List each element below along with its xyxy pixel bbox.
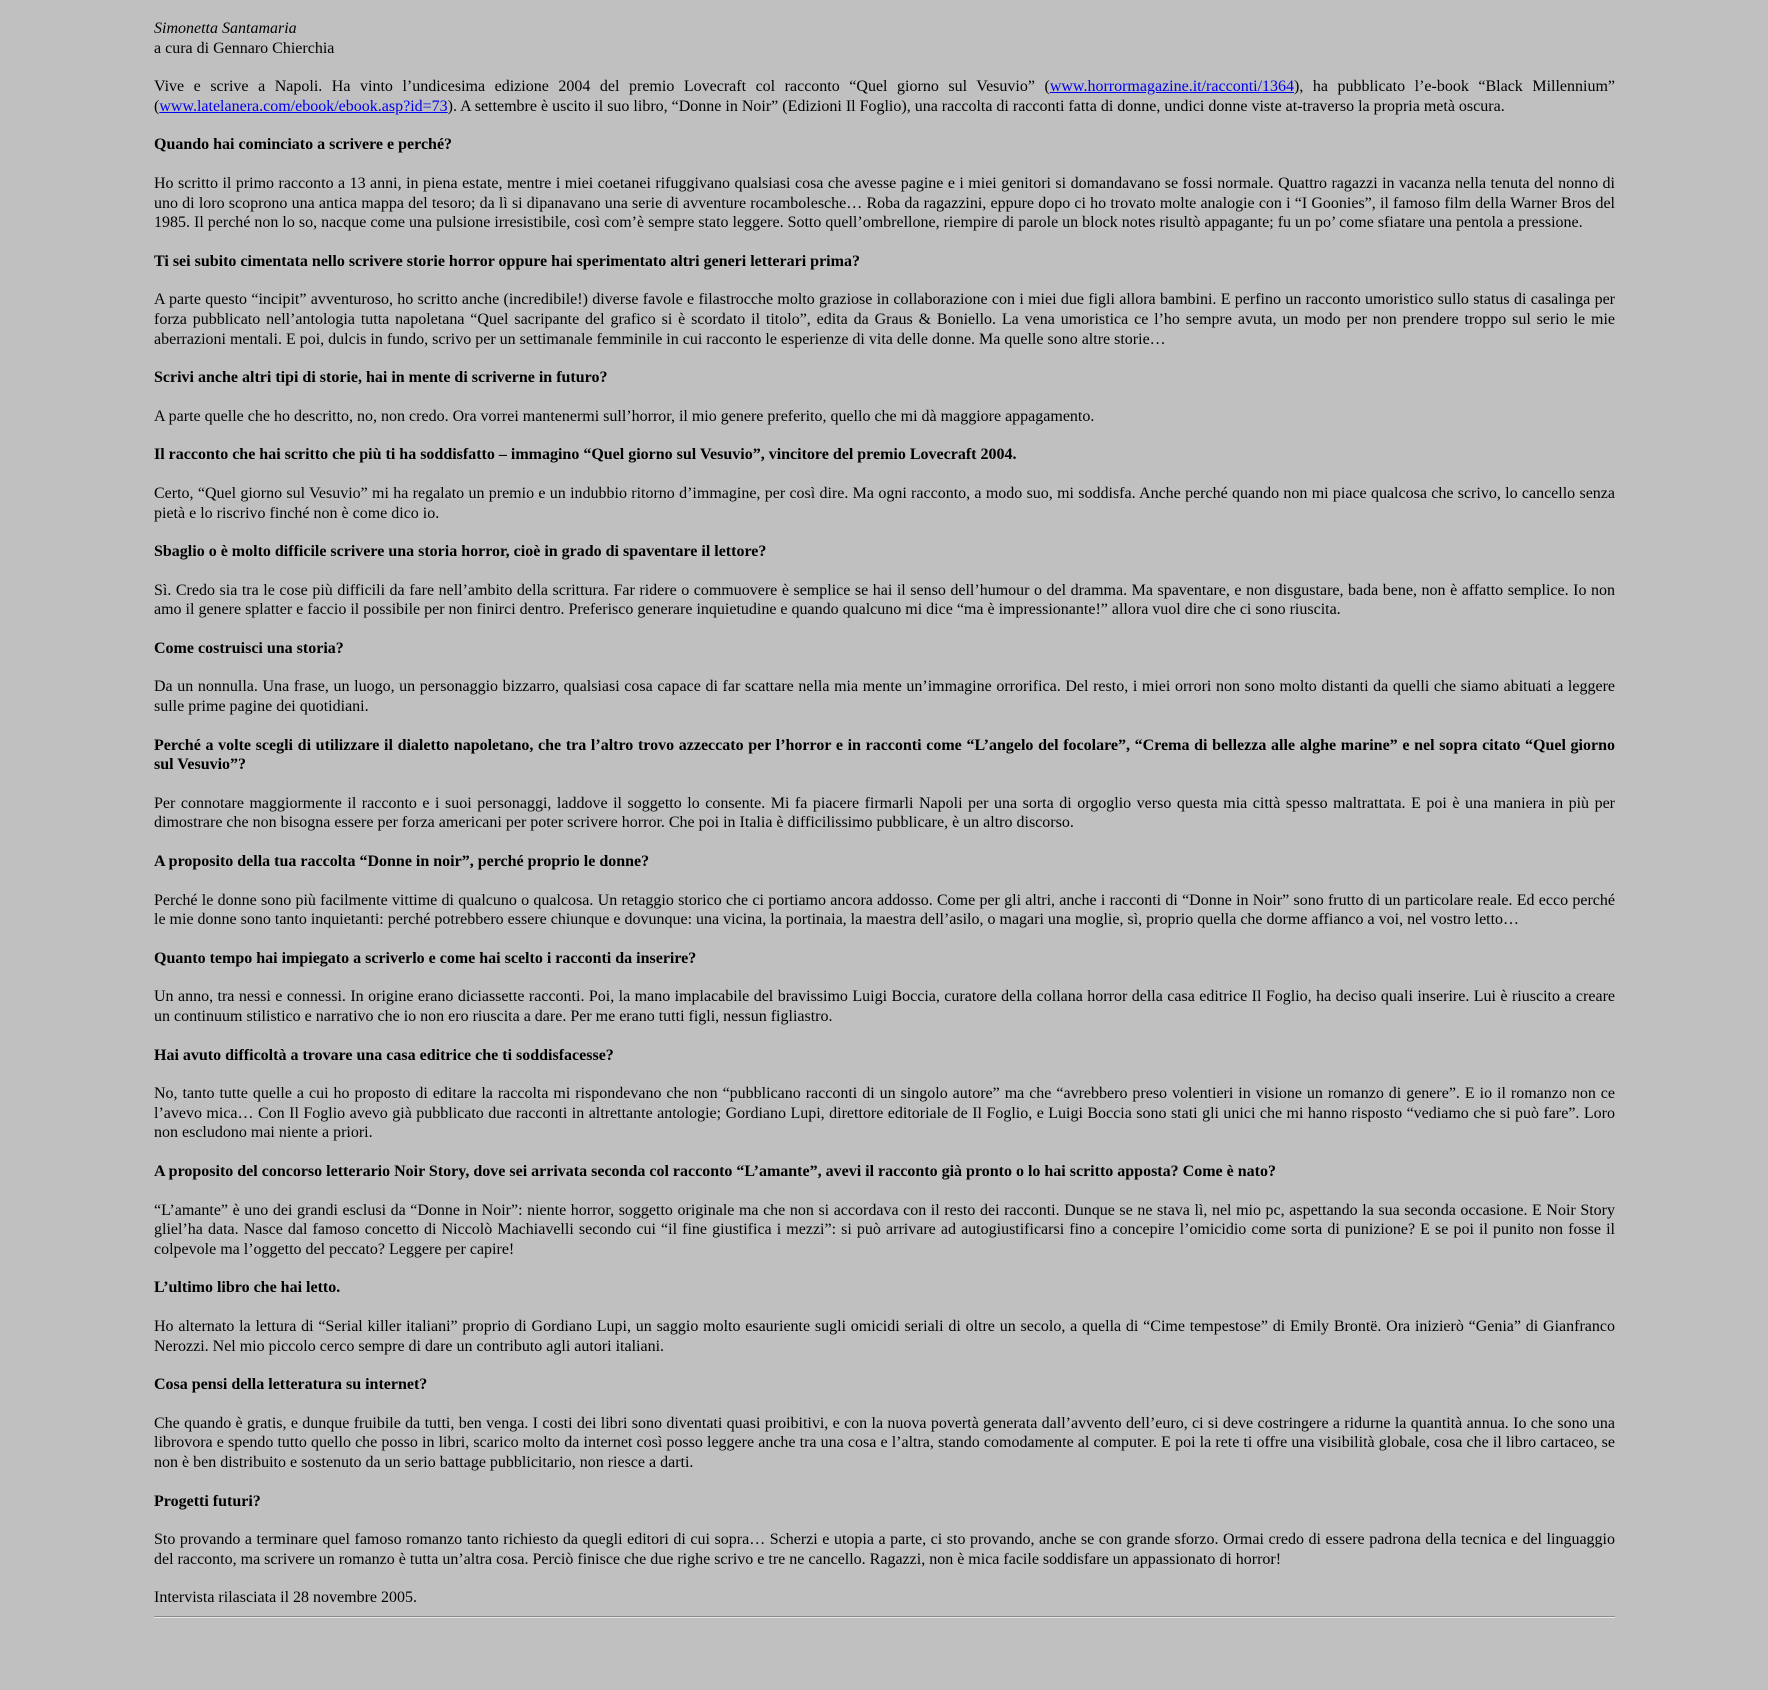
answer-9: Un anno, tra nessi e connessi. In origine erano diciassette racconti. Poi, la mano implacabile del bravissimo Luigi Boccia, curatore della collana horror della casa editrice Il Foglio, ha deciso quali inserire. Lui è riuscito a creare un continuum stilistico e narrativo che io non ero riuscita a dare. Per me erano tutti figli, nessun figliastro. — [154, 988, 1615, 1025]
intro-paragraph — [154, 77, 1615, 116]
answer-12: Ho alternato la lettura di “Serial killer italiani” proprio di Gordiano Lupi, un saggio molto esauriente sugli omicidi seriali di oltre un secolo, a quella di “Cime tempestose” di Emily Brontë. Ora inizierò “Genia” di Gianfranco Nerozzi. Nel mio piccolo cerco sempre di dare un contributo agli autori italiani. — [154, 1317, 1615, 1355]
question-14: Progetti futuri? — [154, 1492, 261, 1510]
interview-date: Intervista rilasciata il 28 novembre 2005. — [154, 1589, 418, 1607]
answer-14: Sto provando a terminare quel famoso romanzo tanto richiesto da quegli editori di cui sopra… Scherzi e utopia a parte, ci sto provando, anche se con grande sforzo. Ormai credo di essere padrona della tecnica e del linguaggio del racconto, ma scrivere un romanzo è tutta un’altra cosa. Perciò finisce che due righe scrivo e tre ne cancello. Ragazzi, non è mica facile soddisfare un appassionato di horror! — [154, 1531, 1615, 1568]
intro-text-2: ), ha pubblicato l’e-book “Black Millennium” ( — [154, 78, 1615, 115]
article — [154, 19, 1615, 1618]
question-2: Ti sei subito cimentata nello scrivere storie horror oppure hai sperimentato altri generi letterari prima? — [154, 252, 860, 270]
intro-text-3: ). A settembre è uscito il suo libro, “Donne in Noir” (Edizioni Il Foglio), una raccolta di racconti fatta di donne, undici donne viste at-traverso la propria metà oscura. — [447, 97, 1505, 115]
answer-1: Ho scritto il primo racconto a 13 anni, in piena estate, mentre i miei coetanei rifuggivano qualsiasi cosa che avesse pagine e i miei genitori si domandavano se fossi normale. Quattro ragazzi in vacanza nella tenuta del nonno di uno di loro scoprono una antica mappa del tesoro; da lì si dipanavano una serie di avventure rocambolesche… Roba da ragazzini, eppure dopo ci ho trovato molte analogie con i “I Goonies”, il famoso film della Warner Bros del 1985. Il perché non lo so, nacque come una pulsione irresistibile, così com’è sempre stato leggere. Sotto quell’ombrellone, riempire di parole un block notes risultò appagante; fu un po’ come sfiatare una pentola a pressione. — [154, 174, 1615, 232]
question-8: A proposito della tua raccolta “Donne in noir”, perché proprio le donne? — [154, 853, 650, 871]
intro-text-1: Vive e scrive a Napoli. Ha vinto l’undicesima edizione 2004 del premio Lovecraft col racconto “Quel giorno sul Vesuvio” ( — [154, 78, 1050, 96]
question-12: L’ultimo libro che hai letto. — [154, 1279, 341, 1297]
question-10: Hai avuto difficoltà a trovare una casa editrice che ti soddisfacesse? — [154, 1046, 614, 1064]
question-6: Come costruisci una storia? — [154, 639, 344, 657]
question-1: Quando hai cominciato a scrivere e perché? — [154, 136, 453, 154]
curator-line: a cura di Gennaro Chierchia — [154, 39, 335, 57]
answer-11: “L’amante” è uno dei grandi esclusi da “Donne in Noir”: niente horror, soggetto originale ma che non si accordava con il resto dei racconti. Dunque se ne stava lì, nel mio pc, aspettando la sua seconda occasione. E Noir Story glielʼha data. Nasce dal famoso concetto di Niccolò Machiavelli secondo cui “il fine giustifica i mezzi”: si può arrivare ad autogiustificarsi fino a concepire l’omicidio come sorta di punizione? E se poi il punito non fosse il colpevole ma l’oggetto del peccato? Leggere per capire! — [154, 1201, 1615, 1258]
question-3: Scrivi anche altri tipi di storie, hai in mente di scriverne in futuro? — [154, 369, 608, 387]
horizontal-rule — [154, 1616, 1615, 1618]
answer-8: Perché le donne sono più facilmente vittime di qualcuno o qualcosa. Un retaggio storico che ci portiamo ancora addosso. Come per gli altri, anche i racconti di “Donne in Noir” sono frutto di un particolare reale. Ed ecco perché le mie donne sono tanto inquietanti: perché potrebbero essere chiunque e dovunque: una vicina, la portinaia, la maestra dell’asilo, o magari una moglie, sì, proprio quella che dorme affianco a voi, nel vostro letto… — [154, 891, 1615, 929]
answer-7: Per connotare maggiormente il racconto e i suoi personaggi, laddove il soggetto lo consente. Mi fa piacere firmarli Napoli per una sorta di orgoglio verso questa mia città spesso maltrattata. E poi è una maniera in più per dimostrare che non bisogna essere per forza americani per poter scrivere horror. Che poi in Italia è difficilissimo pubblicare, è un altro discorso. — [154, 794, 1615, 832]
horrormagazine-link[interactable]: www.horrormagazine.it/racconti/1364 — [1049, 78, 1295, 96]
question-7: Perché a volte scegli di utilizzare il dialetto napoletano, che tra l’altro trovo azzeccato per l’horror e in racconti come “L’angelo del focolare”, “Crema di bellezza alle alghe marine” e nel sopra citato “Quel giorno sul Vesuvio”? — [154, 736, 1615, 774]
question-13: Cosa pensi della letteratura su internet? — [154, 1376, 428, 1394]
author-name: Simonetta Santamaria — [154, 20, 297, 37]
answer-5: Sì. Credo sia tra le cose più difficili da fare nell’ambito della scrittura. Far ridere o commuovere è semplice se hai il senso dell’humour o del dramma. Ma spaventare, e non disgustare, bada bene, non è affatto semplice. Io non amo il genere splatter e faccio il possibile per non finirci dentro. Preferisco generare inquietudine e quando qualcuno mi dice “ma è impressionante!” allora vuol dire che ci sono riuscita. — [154, 581, 1615, 619]
question-9: Quanto tempo hai impiegato a scriverlo e come hai scelto i racconti da inserire? — [154, 949, 697, 967]
answer-10: No, tanto tutte quelle a cui ho proposto di editare la raccolta mi rispondevano che non “pubblicano racconti di un singolo autore” ma che “avrebbero preso volentieri in visione un romanzo di genere”. E io il romanzo non ce l’avevo mica… Con Il Foglio avevo già pubblicato due racconti in altrettante antologie; Gordiano Lupi, direttore editoriale de Il Foglio, e Luigi Boccia sono stati gli unici che mi hanno risposto “vediamo che si può fare”. Loro non escludono mai niente a priori. — [154, 1085, 1615, 1142]
question-5: Sbaglio o è molto difficile scrivere una storia horror, cioè in grado di spaventare il lettore? — [154, 543, 767, 561]
answer-2: A parte questo “incipit” avventuroso, ho scritto anche (incredibile!) diverse favole e filastrocche molto graziose in collaborazione con i miei due figli allora bambini. E perfino un racconto umoristico sullo status di casalinga per forza pubblicato nell’antologia tutta napoletana “Quel sacripante del grafico si è scordato il titolo”, edita da Graus & Boniello. La vena umoristica ce l’ho sempre avuta, un modo per non prendere troppo sul serio le mie aberrazioni mentali. E poi, dulcis in fundo, scrivo per un settimanale femminile in cui racconto le esperienze di vita delle donne. Ma quelle sono altre storie… — [154, 291, 1615, 348]
question-4: Il racconto che hai scritto che più ti ha soddisfatto – immagino “Quel giorno sul Vesuvio”, vincitore del premio Lovecraft 2004. — [154, 446, 1017, 464]
answer-6: Da un nonnulla. Una frase, un luogo, un personaggio bizzarro, qualsiasi cosa capace di far scattare nella mia mente un’immagine orrorifica. Del resto, i miei orrori non sono molto distanti da quelli che siamo abituati a leggere sulle prime pagine dei quotidiani. — [154, 678, 1615, 716]
answer-13: Che quando è gratis, e dunque fruibile da tutti, ben venga. I costi dei libri sono diventati quasi proibitivi, e con la nuova povertà generata dall’avvento dell’euro, ci si deve costringere a ridurne la quantità annua. Io che sono una librovora e spendo tutto quello che posso in libri, scarico molto da internet così posso leggere anche tra una cosa e l’altra, stando comodamente al computer. E poi la rete ti offre una visibilità globale, cosa che il libro cartaceo, se non è ben distribuito e sostenuto da un serio battage pubblicitario, non riesce a darti. — [154, 1414, 1615, 1471]
question-11: A proposito del concorso letterario Noir Story, dove sei arrivata seconda col racconto “L’amante”, avevi il racconto già pronto o lo hai scritto apposta? Come è nato? — [154, 1162, 1276, 1180]
answer-4: Certo, “Quel giorno sul Vesuvio” mi ha regalato un premio e un indubbio ritorno d’immagine, per così dire. Ma ogni racconto, a modo suo, mi soddisfa. Anche perché quando non mi piace qualcosa che scrivo, lo cancello senza pietà e lo riscrivo finché non è come dico io. — [154, 484, 1615, 522]
answer-3: A parte quelle che ho descritto, no, non credo. Ora vorrei mantenermi sull’horror, il mio genere preferito, quello che mi dà maggiore appagamento. — [154, 407, 1095, 425]
latelanera-link[interactable]: www.latelanera.com/ebook/ebook.asp?id=73 — [159, 97, 448, 115]
